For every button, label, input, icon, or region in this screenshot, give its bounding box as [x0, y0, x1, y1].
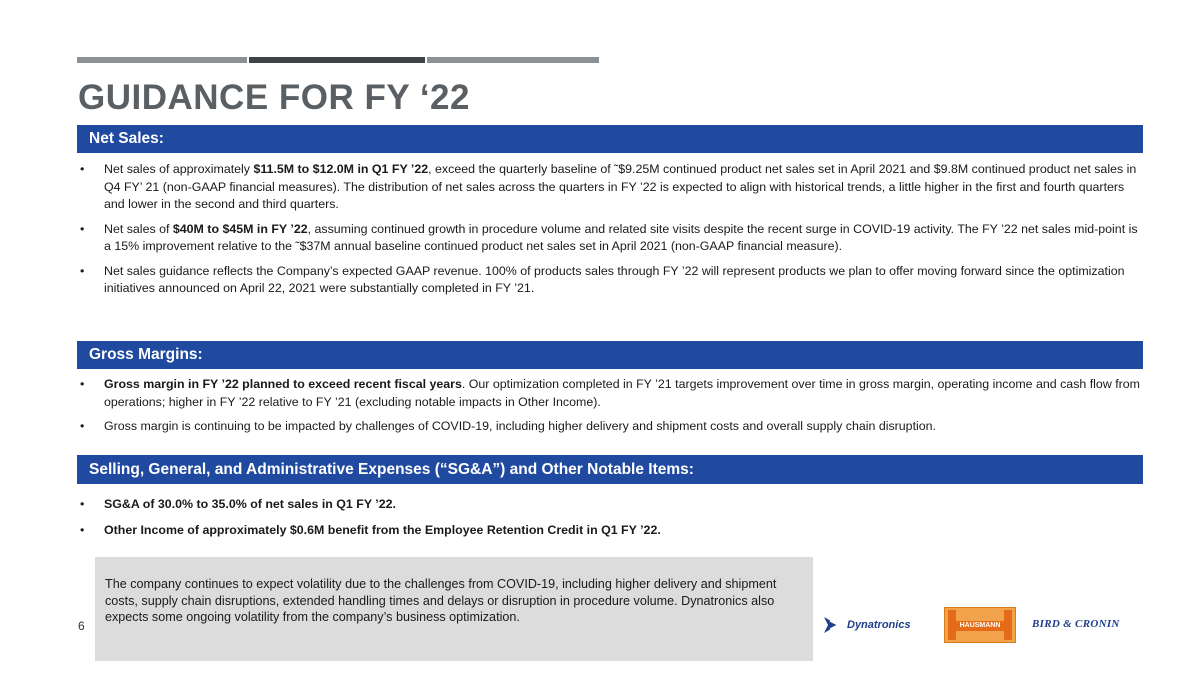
dynatronics-chevron-icon — [822, 615, 844, 635]
bullet-dot-icon: • — [80, 162, 85, 176]
bullet-dot-icon: • — [80, 263, 85, 278]
page-title: GUIDANCE FOR FY ‘22 — [78, 78, 470, 117]
decoration-bar-right — [427, 57, 599, 63]
bullet-bold-text: $11.5M to $12.0M in Q1 FY ’22 — [253, 162, 429, 176]
bullet-text: Net sales of — [104, 221, 173, 236]
list-item — [77, 263, 1147, 298]
list-item — [77, 376, 1147, 411]
bullet-text: . Our optimization completed in FY ’21 targets improvement over time in gross margin, operating income and cash flow from operations; higher in FY ’22 relative to FY ’21 (excluding notable impacts in Other Income). — [104, 377, 1140, 409]
dynatronics-logo-text: Dynatronics — [847, 619, 911, 631]
bullet-dot-icon: • — [80, 377, 85, 391]
bullet-bold-text: SG&A of 30.0% to 35.0% of net sales in Q1 FY ’22. — [104, 497, 396, 511]
list-item — [77, 418, 1147, 436]
hausmann-logo-text: HAUSMANN — [948, 621, 1012, 631]
bullet-dot-icon: • — [80, 497, 85, 511]
bullet-dot-icon: • — [80, 221, 85, 236]
section-heading-sga: Selling, General, and Administrative Expenses (“SG&A”) and Other Notable Items: — [77, 455, 1143, 484]
section-heading-gross-margins: Gross Margins: — [77, 341, 1143, 369]
sga-bullet-list — [77, 496, 1147, 539]
dynatronics-logo — [822, 615, 911, 635]
bullet-text: Net sales guidance reflects the Company’s expected GAAP revenue. 100% of products sales through FY ’22 will represent products we plan to offer moving forward since the optimization initiatives announced on April 22, 2021 were substantially completed in FY ’21. — [104, 263, 1125, 295]
decoration-bar-middle — [249, 57, 425, 63]
list-item — [77, 221, 1147, 256]
net-sales-bullet-list — [77, 161, 1147, 298]
page-number: 6 — [78, 619, 85, 633]
bullet-text: Gross margin is continuing to be impacted by challenges of COVID-19, including higher delivery and shipment costs and overall supply chain disruption. — [104, 419, 936, 433]
bullet-text: , assuming continued growth in procedure volume and related site visits despite the recent surge in COVID-19 activity. The FY ’22 net sales mid-point is a 15% improvement relative to the ˜$37M annual baseline continued product net sales set in April 2021 (non-GAAP financial measure). — [104, 221, 1138, 253]
outlook-note-box: The company continues to expect volatility due to the challenges from COVID-19, including higher delivery and shipment costs, supply chain disruptions, extended handling times and delays or disruption in procedure volume. Dynatronics also expects some ongoing volatility from the company’s business optimization. — [95, 557, 813, 661]
header-decoration-bars — [77, 57, 599, 65]
gross-margins-bullet-list — [77, 376, 1147, 436]
list-item — [77, 496, 1147, 514]
bullet-text: Net sales of approximately — [104, 162, 254, 176]
bullet-bold-text: $40M to $45M in FY ’22 — [172, 221, 308, 236]
bullet-bold-text: Other Income of approximately $0.6M benefit from the Employee Retention Credit in Q1 FY ’22. — [104, 522, 661, 537]
section-heading-net-sales: Net Sales: — [77, 125, 1143, 153]
bullet-bold-text: Gross margin in FY ’22 planned to exceed recent fiscal years — [104, 377, 462, 391]
hausmann-logo — [944, 607, 1016, 643]
bird-cronin-logo: BIRD & CRONIN — [1032, 618, 1120, 630]
bullet-dot-icon: • — [80, 419, 85, 433]
list-item — [77, 522, 1147, 540]
list-item — [77, 161, 1147, 214]
bullet-text: , exceed the quarterly baseline of ˜$9.25M continued product net sales set in April 2021 and $9.8M continued product net sales in Q4 FY’ 21 (non-GAAP financial measures). The distribution of net sales across the quarters in FY ’22 is expected to align with historical trends, a little higher in the first and fourth quarters and lower in the second and third quarters. — [104, 162, 1137, 211]
decoration-bar-left — [77, 57, 247, 63]
bullet-dot-icon: • — [80, 522, 85, 537]
